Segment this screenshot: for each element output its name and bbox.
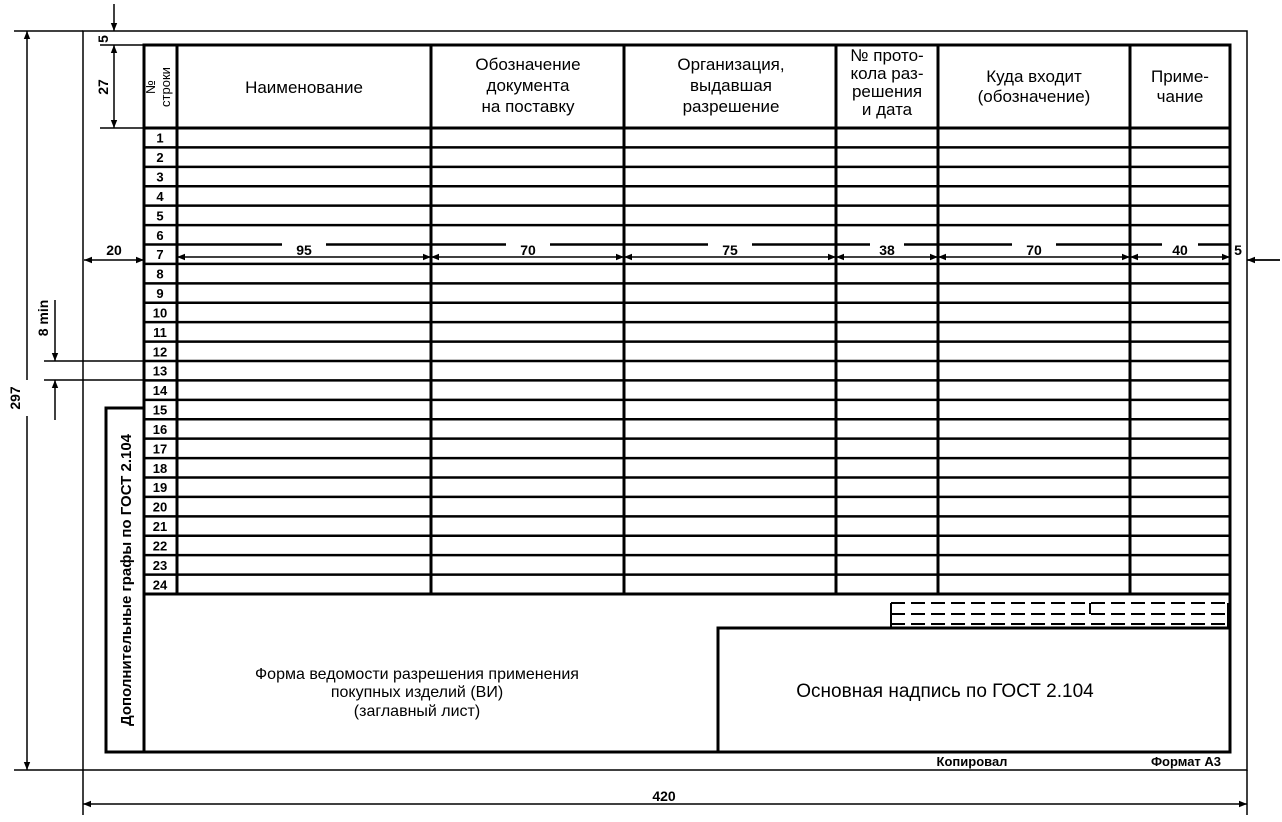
row-number: 22 xyxy=(152,538,168,554)
row-number: 12 xyxy=(152,344,168,360)
row-number: 10 xyxy=(152,305,168,321)
frame-border xyxy=(144,45,1230,752)
header-doc-2: документа xyxy=(486,76,570,95)
dim-col-note: 40 xyxy=(1172,242,1188,258)
row-number: 18 xyxy=(152,460,168,476)
dim-right-margin: 5 xyxy=(1234,242,1242,258)
header-name: Наименование xyxy=(245,78,363,97)
dim-col-name: 95 xyxy=(296,242,312,258)
header-org-3: разрешение xyxy=(682,97,780,116)
header-doc-1: Обозначение xyxy=(475,55,581,74)
row-number: 14 xyxy=(152,383,168,399)
copied-label: Копировал xyxy=(936,754,1008,769)
dim-col-protocol: 38 xyxy=(879,242,895,258)
header-protocol-2: кола раз- xyxy=(850,64,924,83)
header-doc-3: на поставку xyxy=(481,97,575,116)
row-number: 9 xyxy=(156,286,164,302)
dim-col-where: 70 xyxy=(1026,242,1042,258)
row-number: 23 xyxy=(152,557,168,573)
header-org-1: Организация, xyxy=(677,55,785,74)
dim-col-org: 75 xyxy=(722,242,738,258)
row-number: 21 xyxy=(152,519,168,535)
row-number: 5 xyxy=(156,208,164,224)
dim-col-doc: 70 xyxy=(520,242,536,258)
title-block-label: Основная надпись по ГОСТ 2.104 xyxy=(796,681,1094,702)
header-note-1: Приме- xyxy=(1151,67,1209,86)
header-where-2: (обозначение) xyxy=(977,87,1091,106)
header-row-no-2: строки xyxy=(158,67,173,107)
format-label: Формат А3 xyxy=(1150,754,1222,769)
dim-sheet-width: 420 xyxy=(652,788,676,804)
dashed-fields xyxy=(891,603,1228,628)
header-where-1: Куда входит xyxy=(986,67,1082,86)
row-number: 16 xyxy=(152,421,168,437)
header-protocol-1: № прото- xyxy=(850,46,924,65)
form-title-line-2: покупных изделий (ВИ) xyxy=(330,684,504,701)
header-protocol-4: и дата xyxy=(861,100,913,119)
header-protocol-3: решения xyxy=(851,82,923,101)
row-number: 3 xyxy=(156,169,164,185)
width-dimensions xyxy=(84,257,1280,260)
row-number: 8 xyxy=(156,266,164,282)
row-height-dimension xyxy=(44,300,144,420)
dim-left-margin: 20 xyxy=(106,242,122,258)
row-number: 1 xyxy=(156,130,164,146)
header-row-no-1: № xyxy=(143,80,158,94)
header-org-2: выдавшая xyxy=(690,76,772,95)
dim-top-margin: 5 xyxy=(95,35,111,43)
row-number: 20 xyxy=(152,499,168,515)
header-note-2: чание xyxy=(1156,87,1204,106)
dim-header-height: 27 xyxy=(95,79,111,95)
row-number: 13 xyxy=(152,363,168,379)
dim-row-height: 8 min xyxy=(35,299,51,337)
side-label: Дополнительные графы по ГОСТ 2.104 xyxy=(118,433,135,727)
row-number: 15 xyxy=(152,402,168,418)
row-number: 7 xyxy=(156,247,164,263)
row-number: 11 xyxy=(153,324,167,340)
row-number: 17 xyxy=(152,441,168,457)
row-number: 4 xyxy=(156,188,164,204)
form-title-line-3: (заглавный лист) xyxy=(353,703,481,720)
top-dimensions xyxy=(100,4,144,128)
row-number: 6 xyxy=(156,227,164,243)
row-number: 24 xyxy=(152,577,168,593)
form-title-line-1: Форма ведомости разрешения применения xyxy=(255,666,579,683)
row-lines xyxy=(144,147,1230,574)
dim-sheet-height: 297 xyxy=(7,386,23,410)
row-number: 2 xyxy=(156,150,164,166)
row-number: 19 xyxy=(152,480,168,496)
